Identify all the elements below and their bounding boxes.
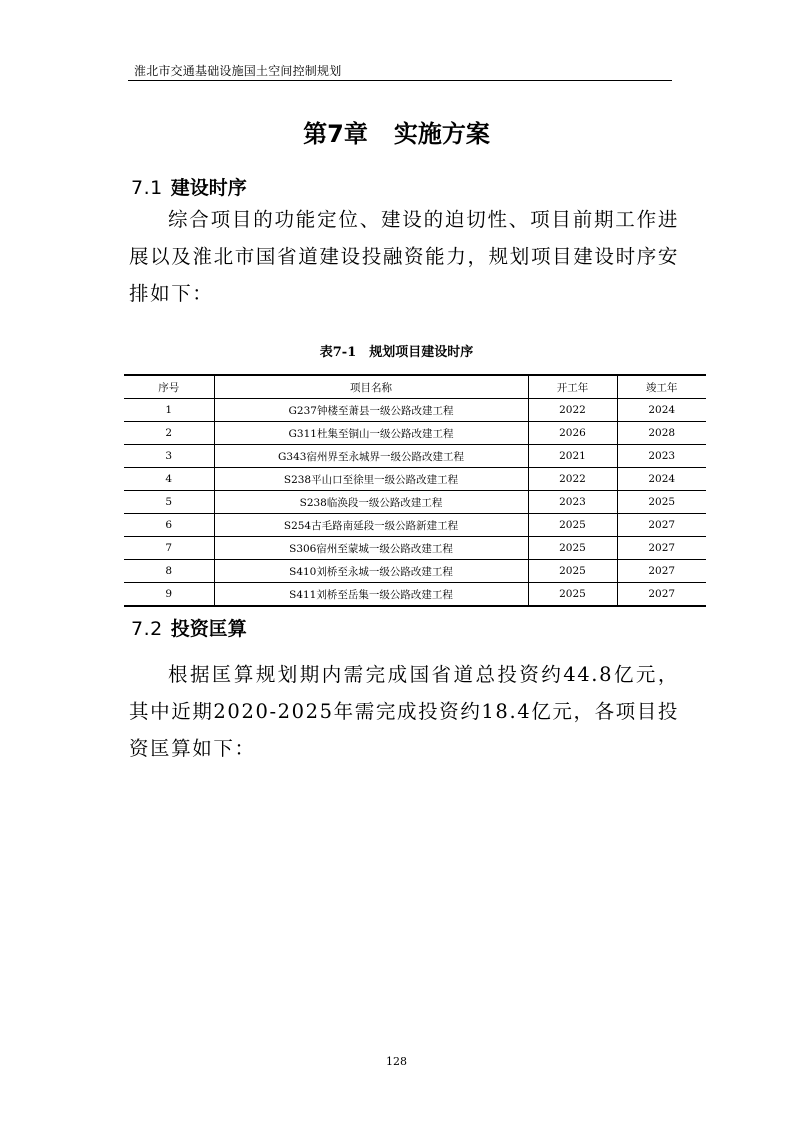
section-heading-7-1	[131, 173, 247, 200]
chapter-number: 第7章	[303, 120, 368, 148]
chapter-title: 实施方案	[393, 120, 490, 148]
table-cell: 8	[124, 560, 214, 583]
table-cell: S238临涣段一级公路改建工程	[214, 491, 528, 514]
table-cell: G311杜集至铜山一级公路改建工程	[214, 422, 528, 445]
table-cell: 2024	[617, 399, 706, 422]
table-row	[124, 399, 706, 422]
table-cell: G237钟楼至萧县一级公路改建工程	[214, 399, 528, 422]
table-cell: S411刘桥至岳集一级公路改建工程	[214, 583, 528, 607]
table-cell: 2027	[617, 583, 706, 607]
column-header: 开工年	[528, 375, 617, 399]
table-cell: 2022	[528, 468, 617, 491]
table-cell: 2	[124, 422, 214, 445]
section-number: 7.1	[131, 177, 163, 199]
table-row	[124, 583, 706, 607]
table-cell: 2026	[528, 422, 617, 445]
table-cell: 2025	[528, 560, 617, 583]
table-row	[124, 422, 706, 445]
section-paragraph-7-2: 根据匡算规划期内需完成国省道总投资约44.8亿元，其中近期2020-2025年需完成投资约18.4亿元，各项目投资匡算如下：	[129, 663, 679, 760]
table-cell: 2025	[528, 537, 617, 560]
section-heading-7-2	[131, 614, 247, 641]
running-title: 淮北市交通基础设施国土空间控制规划	[134, 64, 342, 78]
table-row	[124, 514, 706, 537]
table-row	[124, 445, 706, 468]
table-row	[124, 468, 706, 491]
table-cell: 2023	[617, 445, 706, 468]
table-row	[124, 537, 706, 560]
section-title: 投资匡算	[170, 618, 247, 640]
table-cell: 1	[124, 399, 214, 422]
table-cell: 5	[124, 491, 214, 514]
table-cell: 2027	[617, 537, 706, 560]
column-header: 序号	[124, 375, 214, 399]
table-cell: 2023	[528, 491, 617, 514]
table-header-row	[124, 375, 706, 399]
table-row	[124, 491, 706, 514]
table-cell: 3	[124, 445, 214, 468]
section-title: 建设时序	[170, 177, 247, 199]
table-row	[124, 560, 706, 583]
table-cell: 2027	[617, 514, 706, 537]
column-header: 项目名称	[214, 375, 528, 399]
section-number: 7.2	[131, 618, 163, 640]
table-cell: 2025	[617, 491, 706, 514]
table-cell: S254古毛路南延段一级公路新建工程	[214, 514, 528, 537]
column-header: 竣工年	[617, 375, 706, 399]
table-cell: 2022	[528, 399, 617, 422]
table-cell: G343宿州界至永城界一级公路改建工程	[214, 445, 528, 468]
table-caption: 表7-1 规划项目建设时序	[319, 345, 474, 360]
table-cell: 4	[124, 468, 214, 491]
table-cell: 7	[124, 537, 214, 560]
page-number: 128	[386, 1055, 407, 1068]
table-cell: S410刘桥至永城一级公路改建工程	[214, 560, 528, 583]
table-cell: S306宿州至蒙城一级公路改建工程	[214, 537, 528, 560]
table-cell: 2025	[528, 514, 617, 537]
chapter-heading	[0, 114, 793, 149]
table-cell: S238平山口至徐里一级公路改建工程	[214, 468, 528, 491]
table-cell: 9	[124, 583, 214, 607]
table-cell: 2028	[617, 422, 706, 445]
running-header	[128, 60, 672, 81]
section-paragraph-7-1: 综合项目的功能定位、建设的迫切性、项目前期工作进展以及淮北市国省道建设投融资能力，规划项目建设时序安排如下：	[129, 208, 679, 305]
table-cell: 2021	[528, 445, 617, 468]
table-cell: 2025	[528, 583, 617, 607]
table-cell: 2024	[617, 468, 706, 491]
construction-schedule-table	[124, 374, 706, 607]
table-cell: 2027	[617, 560, 706, 583]
table-cell: 6	[124, 514, 214, 537]
